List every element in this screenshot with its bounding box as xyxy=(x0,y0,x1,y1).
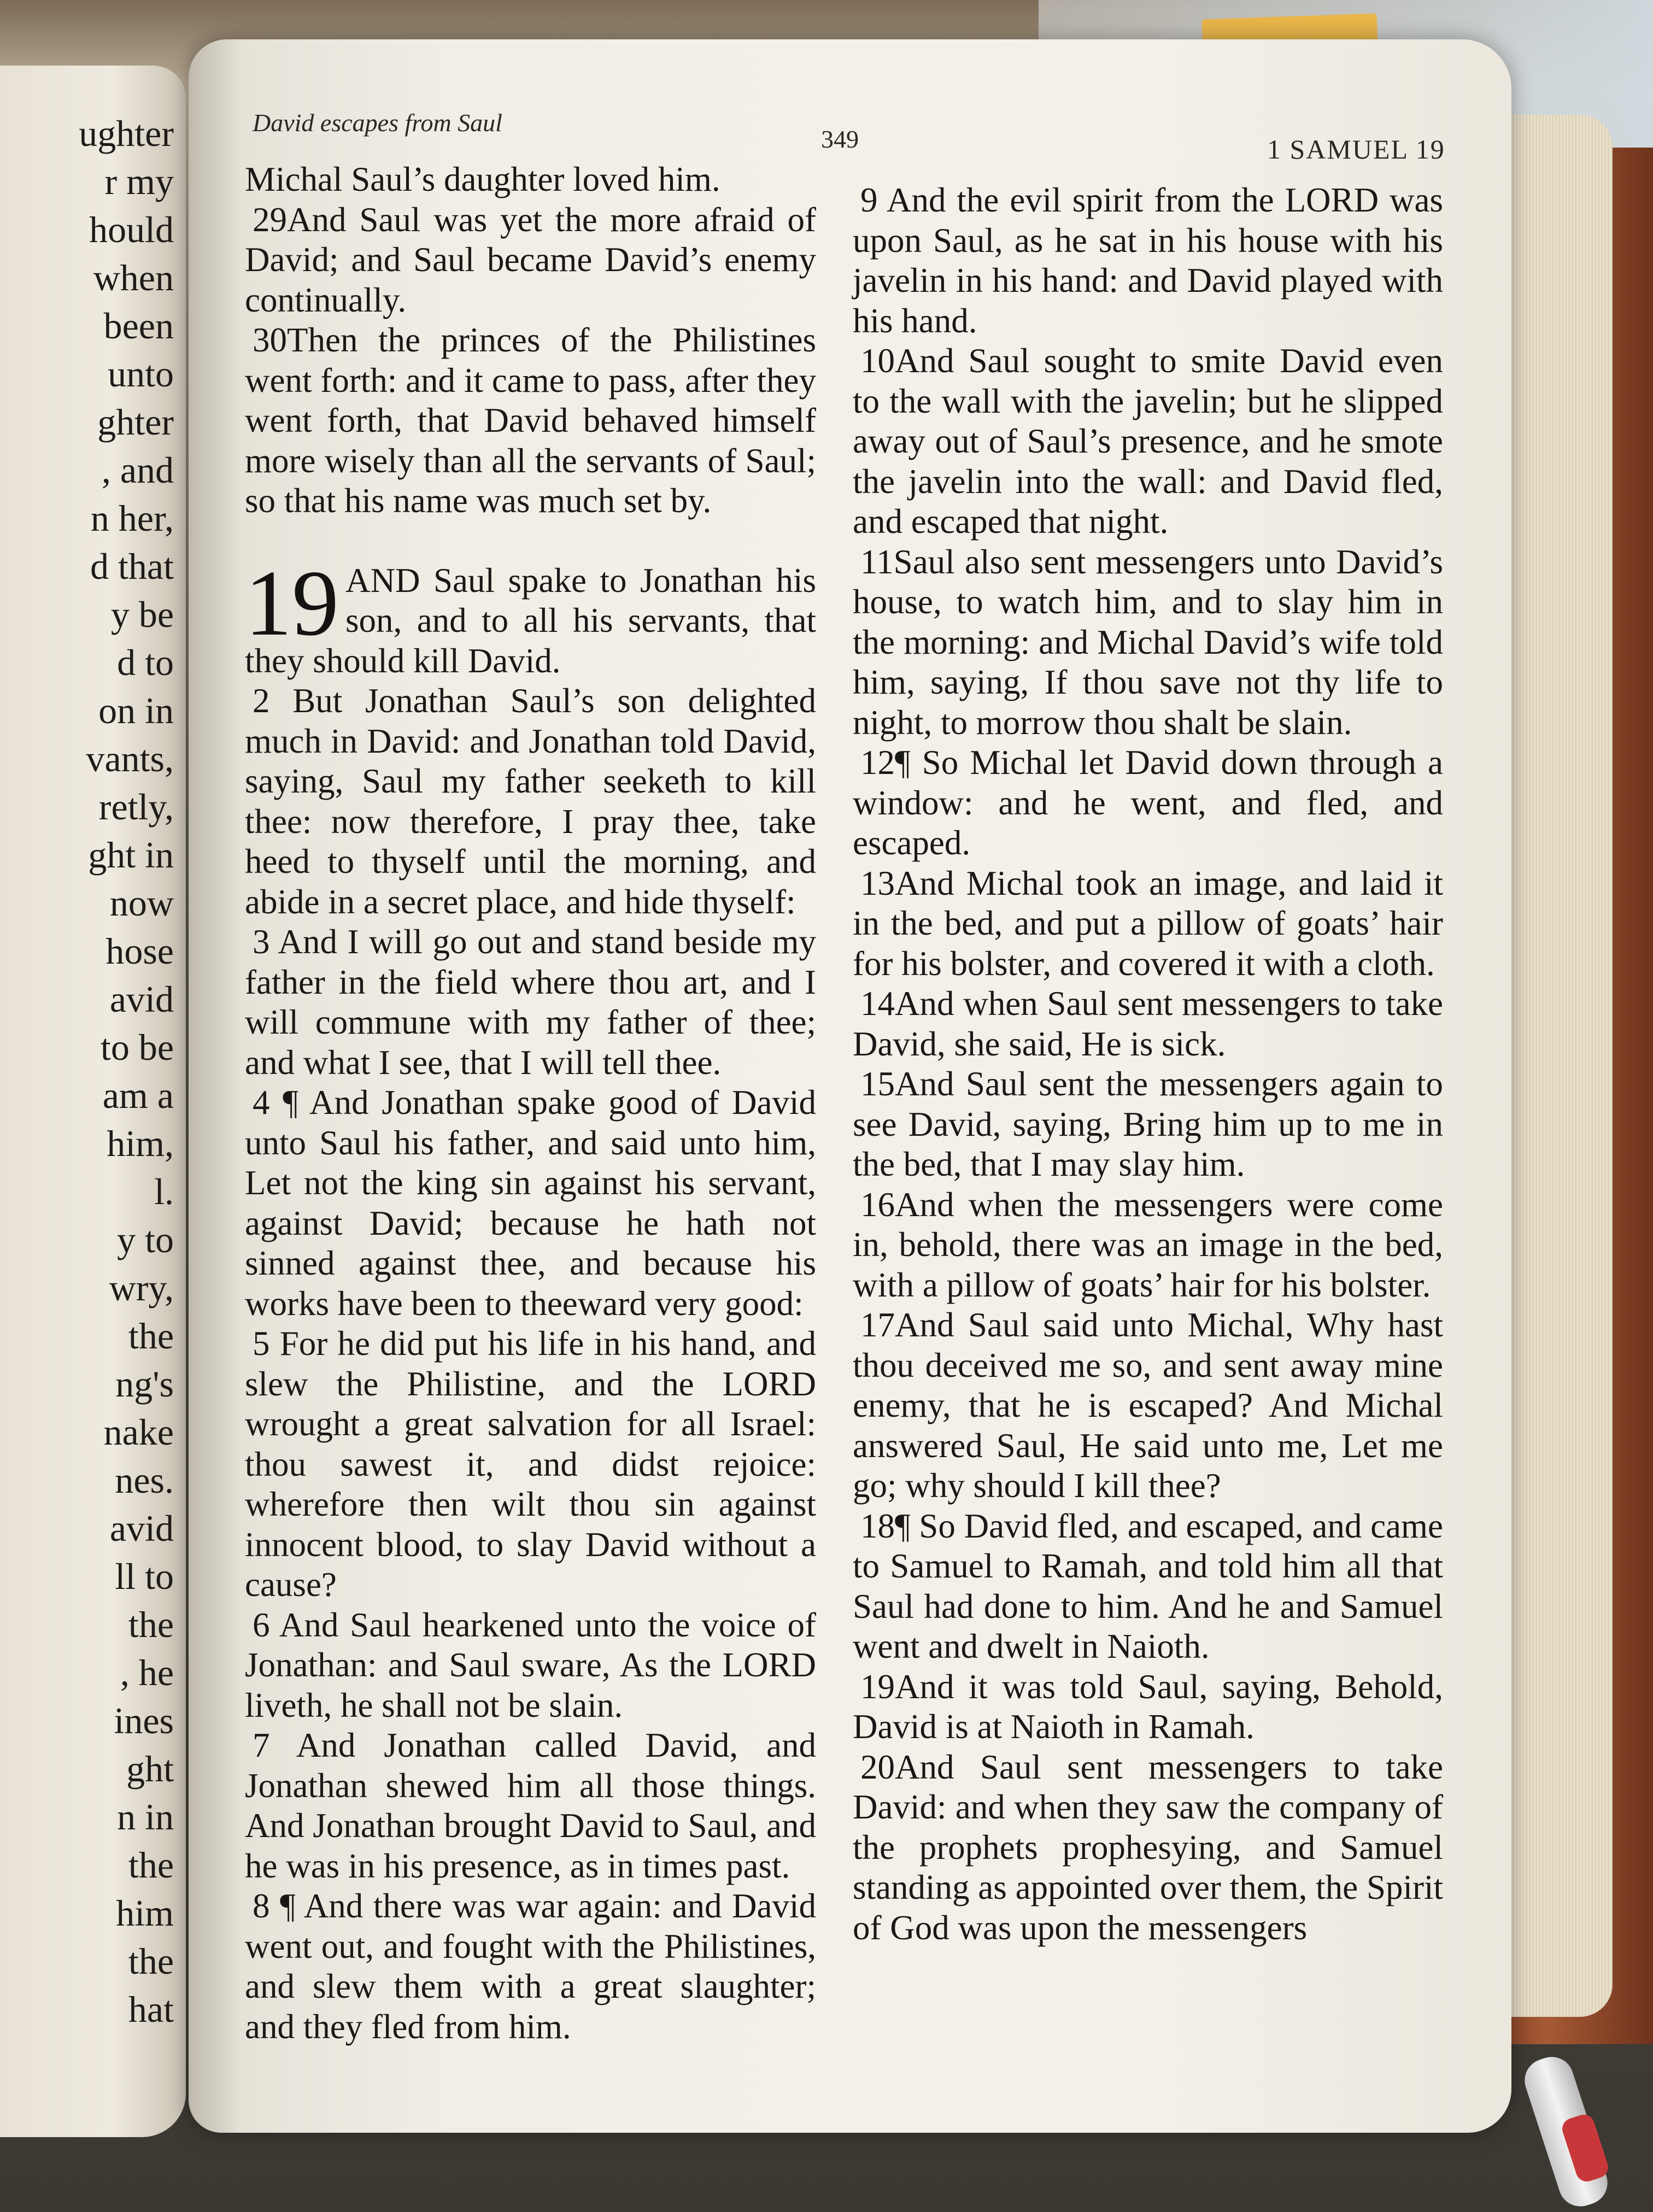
left-page-fragment: the xyxy=(128,1604,174,1645)
chapter-start xyxy=(245,551,816,682)
chapter-number: 19 xyxy=(245,551,339,655)
left-page-fragment: hose xyxy=(105,930,174,972)
left-page-fragment: the xyxy=(128,1315,174,1357)
left-page-fragment: vants, xyxy=(86,738,174,779)
page-number: 349 xyxy=(821,125,859,153)
left-page-fragment: to be xyxy=(100,1026,174,1068)
left-page-fragment: y be xyxy=(110,594,174,635)
left-page-fragment: am a xyxy=(102,1075,174,1116)
left-page-fragment: n her, xyxy=(90,497,174,539)
left-page-fragment: ng's xyxy=(115,1363,174,1405)
page-edges xyxy=(1509,115,1613,2017)
left-page-fragment: y to xyxy=(117,1219,174,1260)
left-page-fragment: when xyxy=(93,257,174,298)
left-page-fragment: been xyxy=(103,305,174,347)
left-page-fragment: hat xyxy=(128,1988,174,2030)
verse-5: 5 For he did put his life in his hand, and slew the Philistine, and the LORD wrought a great salvation for all Israel: thou sawest it, and didst rejoice: wherefore then wilt thou sin against innocent blood, to slay David without a cause? xyxy=(245,1324,816,1604)
left-page-fragment: ines xyxy=(114,1700,174,1741)
verse-8: 8 ¶ And there was war again: and David went out, and fought with the Philistines, and slew them with a great slaughter; and they fled from him. xyxy=(245,1887,816,2046)
left-page-fragment: him, xyxy=(107,1123,174,1164)
verse-11: 11Saul also sent messengers unto David’s house, to watch him, and to slay him in the morning: and Michal David’s wife told him, saying, If thou save not thy life to night, to morrow thou shalt be slain. xyxy=(853,542,1443,742)
running-head-left: David escapes from Saul xyxy=(253,109,502,137)
verse-4: 4 ¶ And Jonathan spake good of David unto Saul his father, and said unto him, Let not the king sin against his servant, against David; because he hath not sinned against thee, and because his works have been to theeward very good: xyxy=(245,1083,816,1323)
verse-7: 7 And Jonathan called David, and Jonathan shewed him all those things. And Jonathan brought David to Saul, and he was in his presence, as in times past. xyxy=(245,1726,816,1885)
verse-10: 10And Saul sought to smite David even to the wall with the javelin; but he slipped away out of Saul’s presence, and he smote the javelin into the wall: and David fled, and escaped that night. xyxy=(853,342,1443,541)
verse-16: 16And when the messengers were come in, behold, there was an image in the bed, with a pillow of goats’ hair for his bolster. xyxy=(853,1185,1443,1304)
left-page-fragment: nes. xyxy=(115,1459,174,1501)
left-page-fragment: the xyxy=(128,1940,174,1982)
verse-9: 9 And the evil spirit from the LORD was upon Saul, as he sat in his house with his javelin in his hand: and David played with his hand. xyxy=(853,181,1443,340)
left-page-fragment: ght in xyxy=(88,834,174,876)
verse-13: 13And Michal took an image, and laid it in the bed, and put a pillow of goats’ hair for his bolster, and covered it with a cloth. xyxy=(853,864,1443,983)
left-page-fragment: r my xyxy=(104,161,174,202)
left-page-fragment: hould xyxy=(89,209,174,250)
verse-20: 20And Saul sent messengers to take David: and when they saw the company of the prophets prophesying, and Samuel standing as appointed over them, the Spirit of God was upon the messengers xyxy=(853,1747,1443,1947)
left-page-fragment: d that xyxy=(90,545,174,587)
left-page-fragment: ll to xyxy=(115,1556,174,1597)
verse-text: Michal Saul’s daughter loved him. xyxy=(245,160,720,198)
right-column xyxy=(853,180,1443,1948)
left-page-fragment: wry, xyxy=(109,1267,174,1309)
left-page-fragment: avid xyxy=(109,1507,174,1549)
verse-12: 12¶ So Michal let David down through a window: and he went, and fled, and escaped. xyxy=(853,743,1443,862)
left-page-fragment: ght xyxy=(126,1748,174,1789)
left-page xyxy=(0,66,186,2137)
left-page-fragment: ghter xyxy=(97,401,174,443)
left-page-fragment: now xyxy=(109,882,174,924)
left-column xyxy=(245,160,816,2047)
left-page-fragment: , he xyxy=(120,1652,174,1693)
left-page-fragment: avid xyxy=(109,978,174,1020)
verse-17: 17And Saul said unto Michal, Why hast thou deceived me so, and sent away mine enemy, that he is escaped? And Michal answered Saul, He said unto me, Let me go; why should I kill thee? xyxy=(853,1306,1443,1505)
left-page-fragment: d to xyxy=(117,642,174,683)
verse-1: AND Saul spake to Jonathan his son, and to all his servants, that they should kill David. xyxy=(245,561,816,680)
running-head-right: 1 SAMUEL 19 xyxy=(1267,134,1445,165)
left-page-fragment: on in xyxy=(98,690,174,731)
verse-15: 15And Saul sent the messengers again to see David, saying, Bring him up to me in the bed, that I may slay him. xyxy=(853,1065,1443,1183)
verse-6: 6 And Saul hearkened unto the voice of Jonathan: and Saul sware, As the LORD liveth, he shall not be slain. xyxy=(245,1605,816,1724)
left-page-fragment: retly, xyxy=(98,786,174,828)
left-page-fragment: l. xyxy=(154,1171,174,1212)
verse-30: 30Then the princes of the Philistines went forth: and it came to pass, after they went forth, that David behaved himself more wisely than all the servants of Saul; so that his name was much set by. xyxy=(245,321,816,520)
left-page-fragment: the xyxy=(128,1844,174,1886)
left-page-fragment: ughter xyxy=(79,113,174,154)
left-page-fragment: , and xyxy=(101,449,174,491)
verse-2: 2 But Jonathan Saul’s son delighted much in David: and Jonathan told David, saying, Saul my father seeketh to kill thee: now therefore, I pray thee, take heed to thyself until the morning, and abide in a secret place, and hide thyself: xyxy=(245,682,816,921)
verse-29: 29And Saul was yet the more afraid of David; and Saul became David’s enemy continually. xyxy=(245,200,816,319)
left-page-fragment: nake xyxy=(103,1411,174,1453)
left-page-fragment: him xyxy=(116,1892,174,1934)
left-page-fragment: n in xyxy=(117,1796,174,1838)
verse-19: 19And it was told Saul, saying, Behold, David is at Naioth in Ramah. xyxy=(853,1667,1443,1746)
verse-3: 3 And I will go out and stand beside my father in the field where thou art, and I will commune with my father of thee; and what I see, that I will tell thee. xyxy=(245,923,816,1082)
verse-18: 18¶ So David fled, and escaped, and came to Samuel to Ramah, and told him all that Saul had done to him. And he and Samuel went and dwelt in Naioth. xyxy=(853,1506,1443,1665)
left-page-fragment: unto xyxy=(108,353,174,395)
verse-14: 14And when Saul sent messengers to take David, she said, He is sick. xyxy=(853,984,1443,1063)
